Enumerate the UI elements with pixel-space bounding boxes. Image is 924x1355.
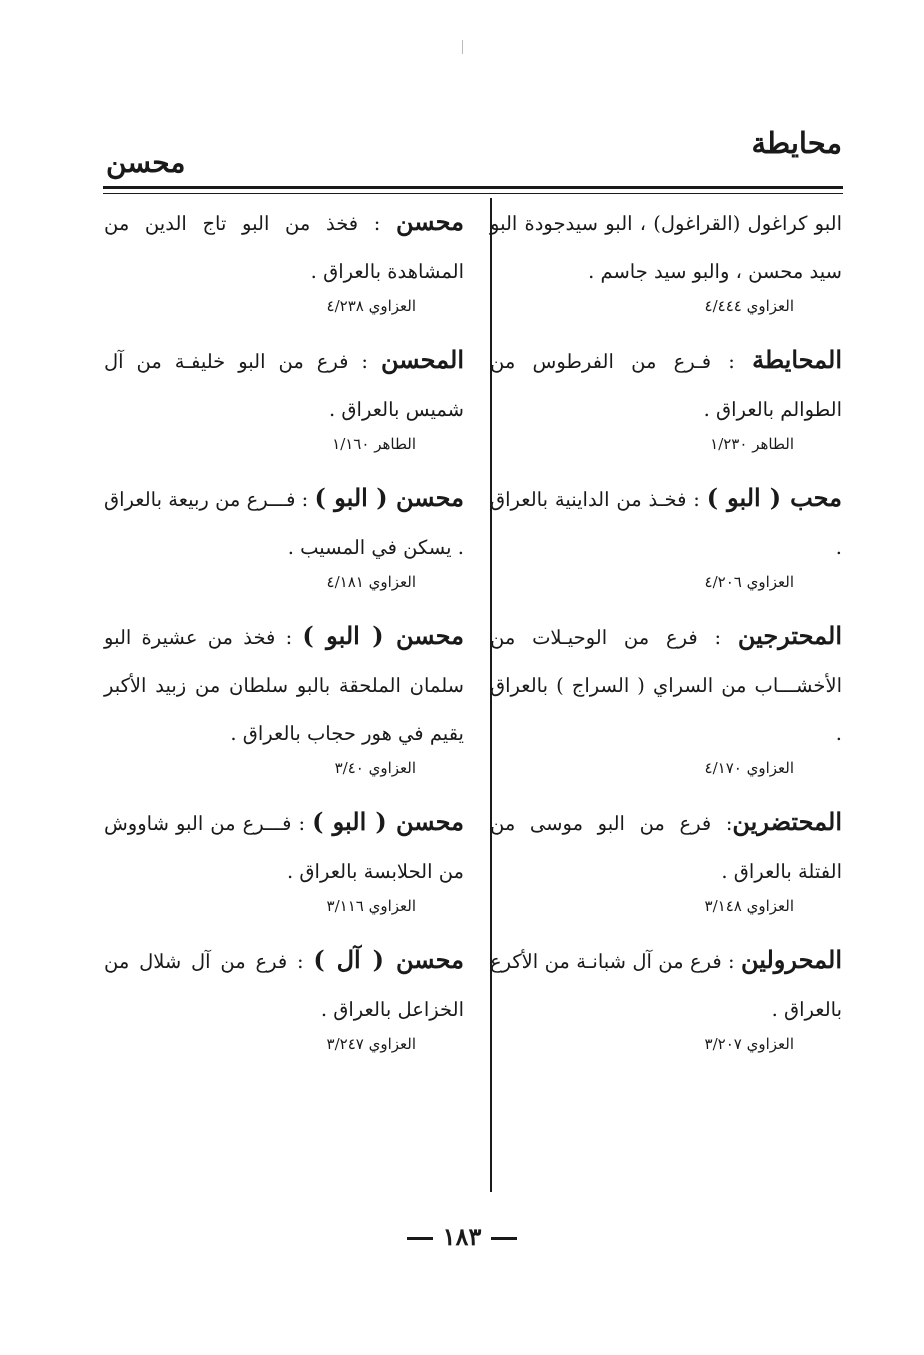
entry-body: : فخذ من عشيرة البو سلمان الملحقة بالبو سلطان من زبيد الأكبر يقيم في هور حجاب بالعراق . xyxy=(104,626,464,745)
entry-title: المحسن xyxy=(380,345,464,374)
entry xyxy=(490,198,842,320)
entry xyxy=(490,936,842,1058)
page-number xyxy=(0,1222,924,1251)
entry-title: محسن xyxy=(395,207,464,236)
entry-reference: العزاوي ٣/٢٠٧ xyxy=(704,1035,794,1053)
right-column xyxy=(490,198,842,1074)
entry-title: محسن ( آل ) xyxy=(313,945,464,974)
entry-body: : فرع من آل شبانـة من الأكرع بالعراق . xyxy=(490,950,842,1021)
scan-mark xyxy=(462,40,463,54)
entry-reference: العزاوي ٣/٢٤٧ xyxy=(326,1035,416,1053)
entry-body: : فرع من البو موسى من الفتلة بالعراق . xyxy=(490,812,842,883)
entry xyxy=(490,612,842,782)
entry xyxy=(104,474,464,596)
entry-reference: العزاوي ٤/١٨١ xyxy=(326,573,416,591)
entry-body: البو كراغول (القراغول) ، البو سيدجودة البو سيد محسن ، والبو سيد جاسم . xyxy=(490,212,842,283)
entry-reference: الطاهر ١/١٦٠ xyxy=(332,435,416,453)
entry-reference: العزاوي ٤/٢٣٨ xyxy=(326,297,416,315)
entry-title: محسن ( البو ) xyxy=(302,621,464,650)
entry-body: : فرع من البو خليفـة من آل شميس بالعراق . xyxy=(104,350,464,421)
entry-title: محسن ( البو ) xyxy=(314,483,464,512)
entry-body: : فـــرع من البو شاووش من الحلابسة بالعراق . xyxy=(104,812,464,883)
entry-body: : فرع من الوحيـلات من الأخشـــاب من السراي ( السراج ) بالعراق . xyxy=(490,626,842,745)
entry xyxy=(490,474,842,596)
entry xyxy=(104,336,464,458)
header-rule-thin xyxy=(103,193,843,194)
entry xyxy=(490,798,842,920)
entry-body: : فرع من آل شلال من الخزاعل بالعراق . xyxy=(104,950,464,1021)
entry xyxy=(104,612,464,782)
entry-reference: العزاوي ٤/٢٠٦ xyxy=(704,573,794,591)
entry-body: : فـــرع من ربيعة بالعراق . يسكن في المسيب . xyxy=(104,488,464,559)
entry-reference: الطاهر ١/٢٣٠ xyxy=(710,435,794,453)
page-number-dash xyxy=(491,1237,517,1240)
entry-body: : فـرع من الفرطوس من الطوالم بالعراق . xyxy=(490,350,842,421)
entry xyxy=(104,936,464,1058)
entry-reference: العزاوي ٣/١١٦ xyxy=(326,897,416,915)
entry-reference: العزاوي ٤/١٧٠ xyxy=(704,759,794,777)
entry-title: محب ( البو ) xyxy=(706,483,842,512)
entry-title: المحرولين xyxy=(740,945,842,974)
entry xyxy=(104,798,464,920)
running-header-right: محايطة xyxy=(751,126,842,160)
left-column xyxy=(104,198,464,1074)
entry-reference: العزاوي ٣/١٤٨ xyxy=(704,897,794,915)
entry-reference: العزاوي ٣/٤٠ xyxy=(334,759,416,777)
entry xyxy=(490,336,842,458)
entry-title: المحتضرين xyxy=(732,807,842,836)
entry-title: المحترجين xyxy=(737,621,842,650)
entry-body: : فخـذ من الداينية بالعراق . xyxy=(490,488,842,559)
entry-title: المحايطة xyxy=(752,345,842,374)
page-number-dash xyxy=(407,1237,433,1240)
entry-title: محسن ( البو ) xyxy=(312,807,464,836)
entry xyxy=(104,198,464,320)
page-number-value: ١٨٣ xyxy=(442,1222,482,1251)
header-rule-thick xyxy=(103,186,843,189)
entry-body: : فخذ من البو تاج الدين من المشاهدة بالعراق . xyxy=(104,212,464,283)
entry-reference: العزاوي ٤/٤٤٤ xyxy=(704,297,794,315)
running-header-left: محسن xyxy=(106,146,186,179)
